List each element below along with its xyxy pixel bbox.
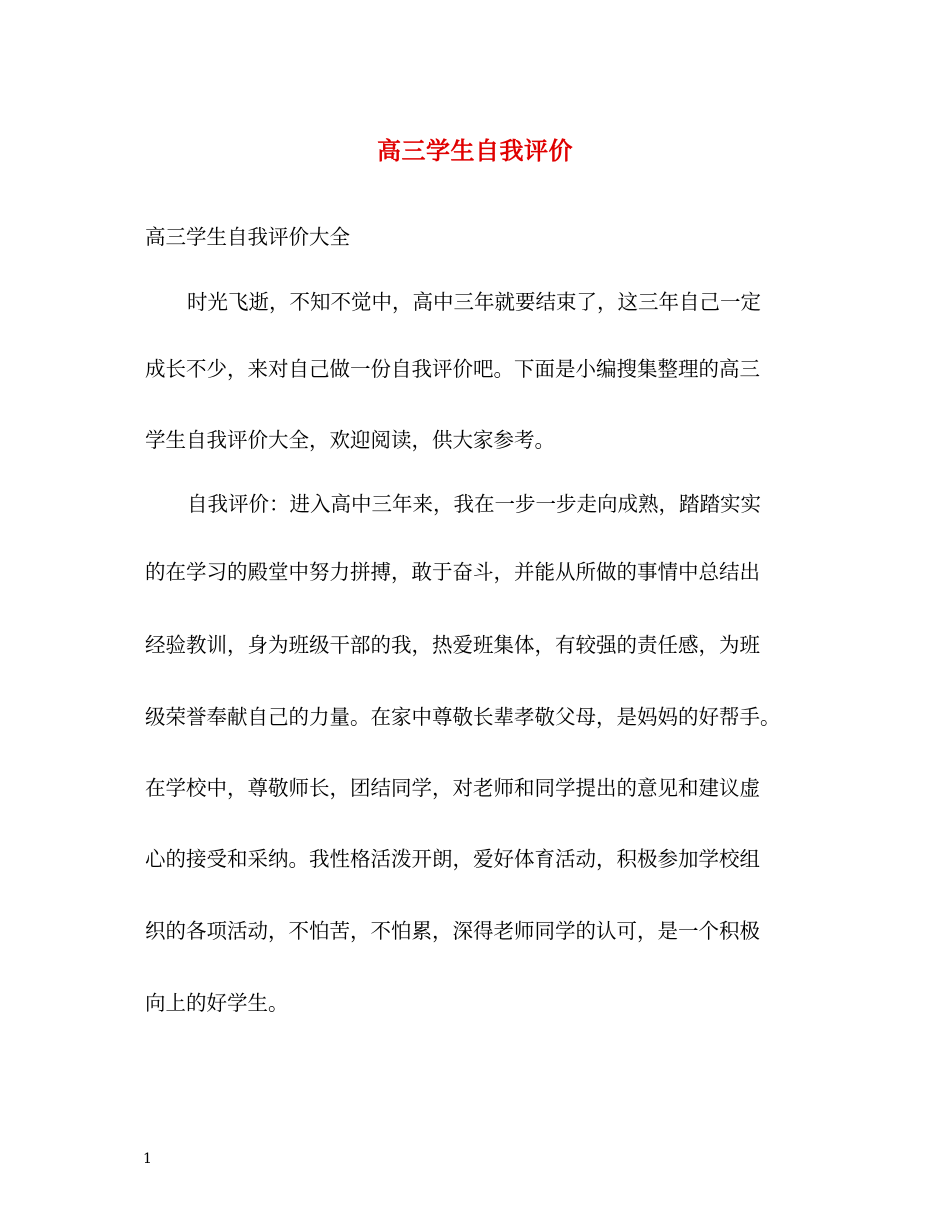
paragraph-line: 织的各项活动，不怕苦，不怕累，深得老师同学的认可，是一个积极 (145, 919, 760, 943)
paragraph-line: 经验教训，身为班级干部的我，热爱班集体，有较强的责任感，为班 (145, 633, 760, 657)
paragraph-line: 自我评价：进入高中三年来，我在一步一步走向成熟，踏踏实实 (187, 492, 761, 516)
paragraph-line: 在学校中，尊敬师长，团结同学，对老师和同学提出的意见和建议虚 (145, 776, 760, 800)
page-number: 1 (143, 1151, 152, 1167)
paragraph-line: 时光飞逝，不知不觉中，高中三年就要结束了，这三年自己一定 (187, 290, 761, 314)
paragraph-line: 心的接受和采纳。我性格活泼开朗，爱好体育活动，积极参加学校组 (145, 847, 760, 871)
paragraph-line: 的在学习的殿堂中努力拼搏，敢于奋斗，并能从所做的事情中总结出 (145, 560, 760, 584)
paragraph-line: 成长不少，来对自己做一份自我评价吧。下面是小编搜集整理的高三 (145, 357, 760, 381)
document-title: 高三学生自我评价 (377, 136, 573, 165)
document-subtitle: 高三学生自我评价大全 (145, 225, 350, 249)
paragraph-line: 向上的好学生。 (145, 991, 289, 1015)
paragraph-line: 学生自我评价大全，欢迎阅读，供大家参考。 (145, 428, 555, 452)
paragraph-line: 级荣誉奉献自己的力量。在家中尊敬长辈孝敬父母，是妈妈的好帮手。 (145, 705, 781, 729)
